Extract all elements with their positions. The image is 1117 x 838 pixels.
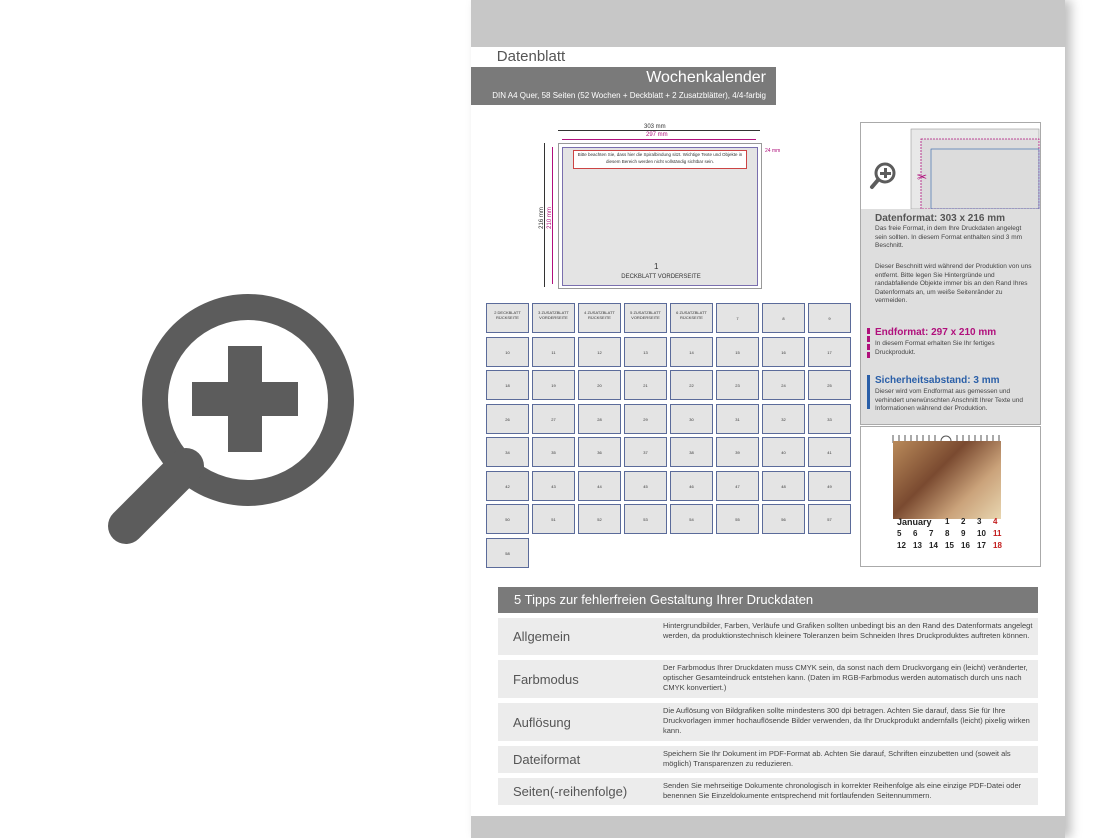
page-thumbnail xyxy=(486,370,529,400)
page-number: 41 xyxy=(827,450,832,455)
page-thumbnail xyxy=(762,437,805,467)
page-number: 27 xyxy=(551,416,556,422)
page-thumbnail xyxy=(670,437,713,467)
page-number: 54 xyxy=(689,517,694,522)
calendar-preview xyxy=(860,426,1041,567)
format-detail-graphic xyxy=(861,123,1040,209)
outer-width-line xyxy=(558,130,760,131)
page-thumbnail xyxy=(578,437,621,467)
day: 4 xyxy=(993,517,998,526)
page-number: 58 xyxy=(505,550,510,556)
page-number: 33 xyxy=(827,416,832,422)
calendar-week-2 xyxy=(897,529,1009,538)
day: 10 xyxy=(977,529,986,538)
page-thumbnail xyxy=(486,303,529,333)
tip-row xyxy=(498,703,1038,741)
page-number: 51 xyxy=(551,517,556,522)
calendar-week-3 xyxy=(897,541,1009,550)
page-thumbnail xyxy=(486,437,529,467)
outer-width-label: 303 mm xyxy=(644,124,666,130)
day: 1 xyxy=(945,517,950,526)
tip-text: Hintergrundbilder, Farben, Verläufe und Grafiken sollten unbedingt bis an den Rand des Datenformats angelegt werden, da produktionstechnisch kleinere Toleranzen beim Schneiden Ihres Druckproduktes auftreten können. xyxy=(663,621,1033,640)
page-thumbnail xyxy=(762,303,805,333)
day: 14 xyxy=(929,541,938,550)
inner-width-label: 297 mm xyxy=(646,132,668,138)
page-number: 12 xyxy=(597,349,602,355)
cover-label: DECKBLATT VORDERSEITE xyxy=(621,274,701,280)
page-thumbnail xyxy=(670,504,713,534)
page-thumbnail xyxy=(578,404,621,434)
page-thumbnail xyxy=(578,471,621,501)
page-thumbnail xyxy=(670,471,713,501)
datenformat-title: Datenformat: 303 x 216 mm xyxy=(875,213,1006,224)
endformat-title: Endformat: 297 x 210 mm xyxy=(875,327,997,338)
calendar-month: January xyxy=(897,517,932,527)
page-number: 34 xyxy=(505,450,510,455)
tip-label: Dateiformat xyxy=(513,752,581,767)
tip-label: Seiten(-reihenfolge) xyxy=(513,784,628,799)
day: 16 xyxy=(961,541,970,550)
page-number: 14 xyxy=(689,349,694,355)
page-number: 50 xyxy=(505,517,510,522)
page-number: 46 xyxy=(689,483,694,489)
page-thumbnail xyxy=(578,303,621,333)
page-thumbnail xyxy=(808,504,851,534)
svg-text:✂: ✂ xyxy=(917,170,928,184)
day: 13 xyxy=(913,541,922,550)
product-subtitle: DIN A4 Quer, 58 Seiten (52 Wochen + Deckblatt + 2 Zusatzblätter), 4/4-farbig xyxy=(492,91,766,100)
page-thumbnail xyxy=(486,404,529,434)
page-number: 55 xyxy=(735,517,740,522)
page-thumbnail xyxy=(808,404,851,434)
page-thumbnail xyxy=(808,471,851,501)
sicherheit-marker xyxy=(867,375,870,409)
tip-label: Farbmodus xyxy=(513,672,579,687)
day: 18 xyxy=(993,541,1002,550)
page-number: 18 xyxy=(505,383,510,388)
format-detail-image xyxy=(861,123,1040,210)
page-number: 52 xyxy=(597,517,602,522)
page-thumbnail xyxy=(532,504,575,534)
outer-height-label: 216 mm xyxy=(538,207,545,229)
page-thumbnail xyxy=(578,504,621,534)
calendar-week-1 xyxy=(945,517,1009,526)
page-thumbnail xyxy=(670,370,713,400)
page-number: 32 xyxy=(781,416,786,422)
page-number: 30 xyxy=(689,416,694,422)
page-thumbnail xyxy=(762,337,805,367)
day: 9 xyxy=(961,529,966,538)
page-number: 25 xyxy=(827,383,832,388)
datasheet-page xyxy=(471,0,1065,838)
page-number: 7 xyxy=(736,316,739,321)
cover-page-number: 1 xyxy=(654,262,659,271)
day: 3 xyxy=(977,517,982,526)
page-thumbnail xyxy=(624,303,667,333)
page-number: 26 xyxy=(505,416,510,422)
page-number: 49 xyxy=(827,483,832,489)
page-thumbnail xyxy=(716,303,759,333)
datasheet-tab: Datenblatt xyxy=(471,47,591,67)
page-thumbnail xyxy=(716,471,759,501)
page-number: 42 xyxy=(505,483,510,489)
page-number: 13 xyxy=(643,349,648,355)
tip-text: Speichern Sie Ihr Dokument im PDF-Format ab. Achten Sie darauf, Schriften einzubetten und (soweit als möglich) Transparenzen zu reduzieren. xyxy=(663,749,1011,768)
inner-height-label: 210 mm xyxy=(546,207,553,229)
page-number: 8 xyxy=(782,316,785,321)
page-number: 45 xyxy=(643,483,648,489)
page-thumbnail xyxy=(486,504,529,534)
family-photo xyxy=(893,441,1001,519)
tip-text: Der Farbmodus Ihrer Druckdaten muss CMYK sein, da sonst nach dem Druckvorgang ein (leicht) veränderter, optischer Gesamteindruck entstehen kann. (Daten im RGB-Farbmodus werden automatisch durch uns nach CMYK konvertiert.) xyxy=(663,663,1028,692)
page-thumbnail xyxy=(532,337,575,367)
endformat-marker xyxy=(867,328,873,358)
day: 12 xyxy=(897,541,906,550)
tip-row xyxy=(498,618,1038,655)
page-thumbnail xyxy=(670,404,713,434)
page-number: 5 ZUSATZBLATT VORDERSEITE xyxy=(630,310,661,320)
page-number: 56 xyxy=(781,517,786,522)
page-thumbnail xyxy=(578,337,621,367)
page-number: 2 DECKBLATT RÜCKSEITE xyxy=(494,310,521,320)
page-thumbnail xyxy=(716,370,759,400)
tip-text: Die Auflösung von Bildgrafiken sollte mindestens 300 dpi betragen. Achten Sie darauf, dass Sie für Ihre Druckvorlagen immer hochauflösende Bilder verwenden, da Ihr Druckprodukt andernfalls (leicht) pixelig wirken kann. xyxy=(663,706,1030,735)
page-thumbnail xyxy=(762,471,805,501)
endformat-text: In diesem Format erhalten Sie Ihr fertiges Druckprodukt. xyxy=(875,340,995,356)
page-number: 19 xyxy=(551,383,556,388)
page-number: 22 xyxy=(689,383,694,388)
day: 11 xyxy=(993,529,1002,538)
zoom-in-icon[interactable] xyxy=(104,294,354,546)
day: 5 xyxy=(897,529,902,538)
page-thumbnail xyxy=(808,337,851,367)
product-title: Wochenkalender xyxy=(646,69,766,86)
day: 7 xyxy=(929,529,934,538)
page-number: 36 xyxy=(597,450,602,455)
datenformat-text-2: Dieser Beschnitt wird während der Produktion von uns entfernt. Bitte legen Sie Hintergründe und randabfallende Objekte immer bis an den Rand Ihres Datenformats an, um weiße Seitenränder zu vermeiden. xyxy=(875,263,1032,304)
page-thumbnail xyxy=(532,370,575,400)
tip-row xyxy=(498,778,1038,805)
page-thumbnail xyxy=(716,437,759,467)
page-thumbnail xyxy=(762,404,805,434)
tip-text: Senden Sie mehrseitige Dokumente chronologisch in korrekter Reihenfolge als eine einzige PDF-Datei oder benennen Sie Einzeldokumente entsprechend mit fortlaufenden Seitennummern. xyxy=(663,781,1022,800)
page-thumbnail xyxy=(624,337,667,367)
page-number: 40 xyxy=(781,450,786,455)
inner-width-line xyxy=(562,139,756,140)
page-thumbnail xyxy=(670,337,713,367)
page-thumbnail xyxy=(808,303,851,333)
page-thumbnail xyxy=(670,303,713,333)
page-thumbnail xyxy=(716,337,759,367)
page-thumbnail xyxy=(578,370,621,400)
tips-table xyxy=(498,587,1038,805)
page-number: 17 xyxy=(827,349,832,355)
page-number: 3 ZUSATZBLATT VORDERSEITE xyxy=(538,310,569,320)
page-number: 10 xyxy=(505,349,510,355)
page-thumbnail xyxy=(808,370,851,400)
page-thumbnail xyxy=(532,303,575,333)
page-number: 47 xyxy=(735,483,740,489)
page-number: 57 xyxy=(827,517,832,522)
page-thumbnail xyxy=(532,404,575,434)
page-thumbnail xyxy=(486,337,529,367)
page-thumbnail xyxy=(716,504,759,534)
page-number: 24 xyxy=(781,383,786,388)
page-thumbnail xyxy=(762,370,805,400)
page-number: 4 ZUSATZBLATT RÜCKSEITE xyxy=(584,310,615,320)
page-number: 38 xyxy=(689,450,694,455)
binding-note: Bitte beachten Sie, dass hier die Spiralbindung sitzt. Wichtige Texte und Objekte in diesem Bereich werden nicht vollständig sichtbar sein. xyxy=(573,150,747,169)
page-thumbnail xyxy=(624,437,667,467)
page-number: 23 xyxy=(735,383,740,388)
page-thumbnail xyxy=(624,471,667,501)
page-number: 53 xyxy=(643,517,648,522)
page-number: 20 xyxy=(597,383,602,388)
page-number: 6 ZUSATZBLATT RÜCKSEITE xyxy=(676,310,707,320)
day: 8 xyxy=(945,529,950,538)
day: 15 xyxy=(945,541,954,550)
top-bar xyxy=(471,0,1065,47)
page-number: 44 xyxy=(597,483,602,489)
tip-row xyxy=(498,746,1038,773)
page-thumbnail xyxy=(486,471,529,501)
page-number: 35 xyxy=(551,450,556,455)
page-number: 11 xyxy=(551,349,556,355)
datenformat-text-1: Das freie Format, in dem Ihre Druckdaten angelegt sein sollten. In diesem Format enthalten sind 3 mm Beschnitt. xyxy=(875,225,1023,249)
page-number: 29 xyxy=(643,416,648,422)
page-thumbnail xyxy=(532,437,575,467)
sicherheit-text: Dieser wird vom Endformat aus gemessen und verhindert unerwünschten Anschnitt Ihrer Texte und Informationen während der Produktion. xyxy=(875,388,1024,412)
tips-heading: 5 Tipps zur fehlerfreien Gestaltung Ihrer Druckdaten xyxy=(498,587,1038,613)
page-number: 37 xyxy=(643,450,648,455)
page-thumbnail xyxy=(716,404,759,434)
day: 17 xyxy=(977,541,986,550)
page-thumbnail xyxy=(624,370,667,400)
tip-row xyxy=(498,660,1038,698)
page-number: 15 xyxy=(735,349,740,355)
tip-label: Allgemein xyxy=(513,629,571,644)
page-thumbnail xyxy=(624,504,667,534)
page-number: 16 xyxy=(781,349,786,355)
page-thumbnail xyxy=(624,404,667,434)
title-bar xyxy=(471,67,776,105)
page-number: 21 xyxy=(643,383,648,388)
format-info-panel xyxy=(860,122,1041,425)
page-thumbnail xyxy=(532,471,575,501)
page-number: 48 xyxy=(781,483,786,489)
day: 2 xyxy=(961,517,966,526)
binding-margin-label: 24 mm xyxy=(765,148,781,154)
page-number: 28 xyxy=(597,416,602,422)
page-thumbnail xyxy=(486,538,529,568)
page-thumbnail xyxy=(808,437,851,467)
page-thumbnail xyxy=(762,504,805,534)
sicherheit-title: Sicherheitsabstand: 3 mm xyxy=(875,375,1000,386)
page-number: 39 xyxy=(735,450,740,455)
tip-label: Auflösung xyxy=(513,715,571,730)
day: 6 xyxy=(913,529,918,538)
page-number: 31 xyxy=(735,416,740,422)
bottom-bar xyxy=(471,816,1065,838)
page-number: 9 xyxy=(828,316,831,321)
page-number: 43 xyxy=(551,483,556,489)
